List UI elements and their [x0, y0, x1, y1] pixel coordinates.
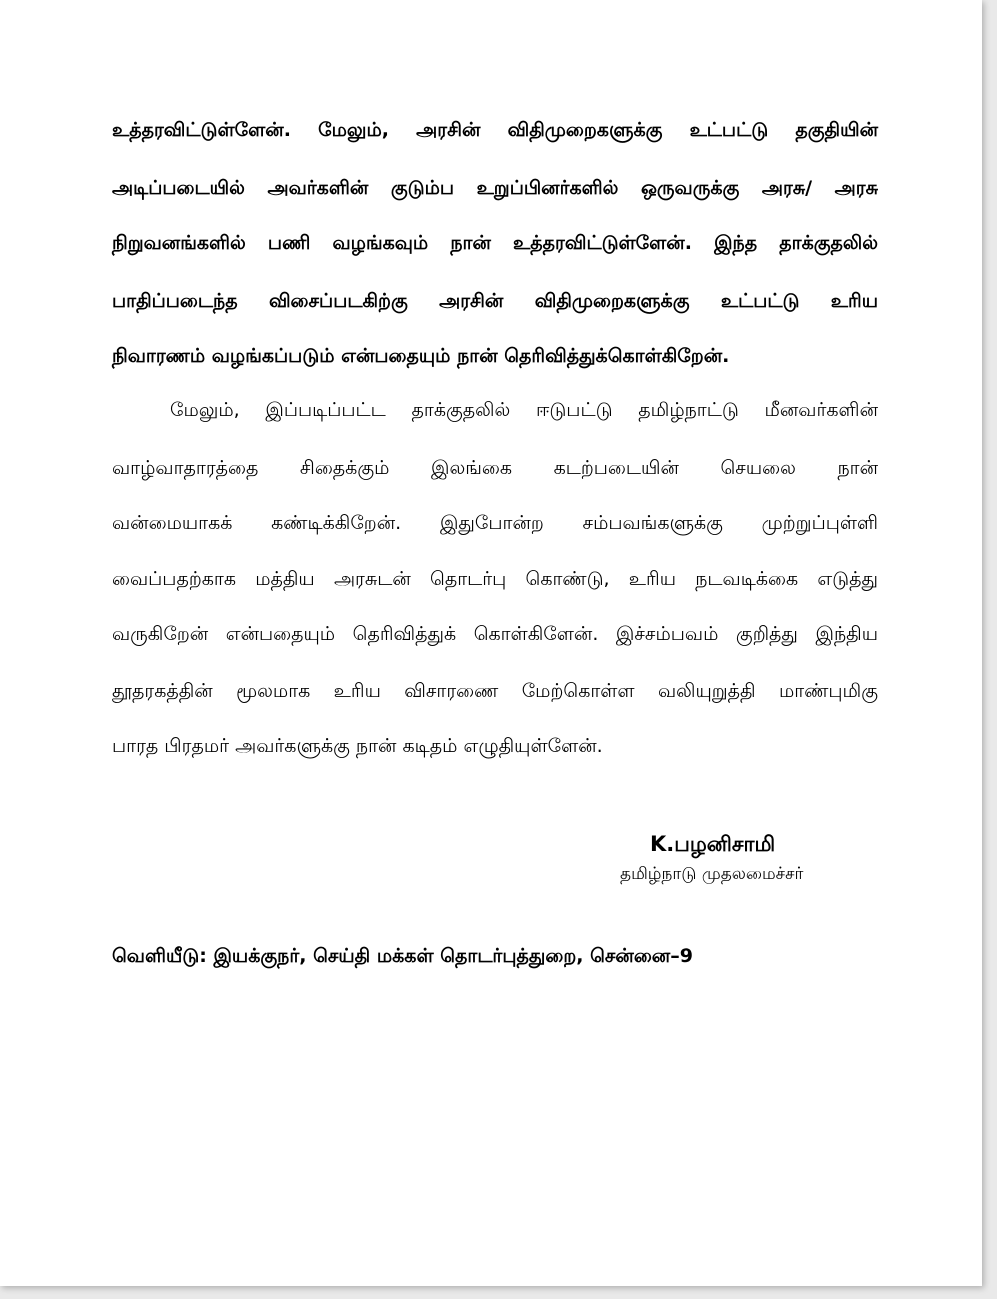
paragraph-line: வைப்பதற்காக மத்திய அரசுடன் தொடர்பு கொண்டு, உரிய நடவடிக்கை எடுத்து	[112, 568, 878, 590]
paragraph-line: பாரத பிரதமர் அவர்களுக்கு நான் கடிதம் எழுதியுள்ளேன்.	[112, 735, 603, 757]
paragraph-line: வருகிறேன் என்பதையும் தெரிவித்துக் கொள்கிளேன். இச்சம்பவம் குறித்து இந்திய	[112, 623, 878, 645]
paragraph-line: அடிப்படையில் அவர்களின் குடும்ப உறுப்பினர்களில் ஒருவருக்கு அரசு/ அரசு	[112, 177, 878, 199]
signatory-name: K.பழனிசாமி	[650, 832, 776, 856]
paragraph-line: வாழ்வாதாரத்தை சிதைக்கும் இலங்கை கடற்படையின் செயலை நான்	[112, 457, 878, 479]
paragraph-line: மேலும், இப்படிப்பட்ட தாக்குதலில் ஈடுபட்டு தமிழ்நாட்டு மீனவர்களின்	[170, 399, 878, 421]
paragraph-line: உத்தரவிட்டுள்ளேன். மேலும், அரசின் விதிமுறைகளுக்கு உட்பட்டு தகுதியின்	[112, 119, 878, 141]
paragraph-line: நிவாரணம் வழங்கப்படும் என்பதையும் நான் தெரிவித்துக்கொள்கிறேன்.	[112, 345, 730, 367]
paragraph-line: நிறுவனங்களில் பணி வழங்கவும் நான் உத்தரவிட்டுள்ளேன். இந்த தாக்குதலில்	[112, 232, 878, 254]
signatory-title: தமிழ்நாடு முதலமைச்சர்	[620, 864, 804, 884]
paragraph-line: தூதரகத்தின் மூலமாக உரிய விசாரணை மேற்கொள்ள வலியுறுத்தி மாண்புமிகு	[112, 680, 878, 702]
release-note: வெளியீடு: இயக்குநர், செய்தி மக்கள் தொடர்புத்துறை, சென்னை–9	[112, 945, 693, 967]
paragraph-line: வன்மையாகக் கண்டிக்கிறேன். இதுபோன்ற சம்பவங்களுக்கு முற்றுப்புள்ளி	[112, 512, 878, 534]
paragraph-line: பாதிப்படைந்த விசைப்படகிற்கு அரசின் விதிமுறைகளுக்கு உட்பட்டு உரிய	[112, 290, 878, 312]
